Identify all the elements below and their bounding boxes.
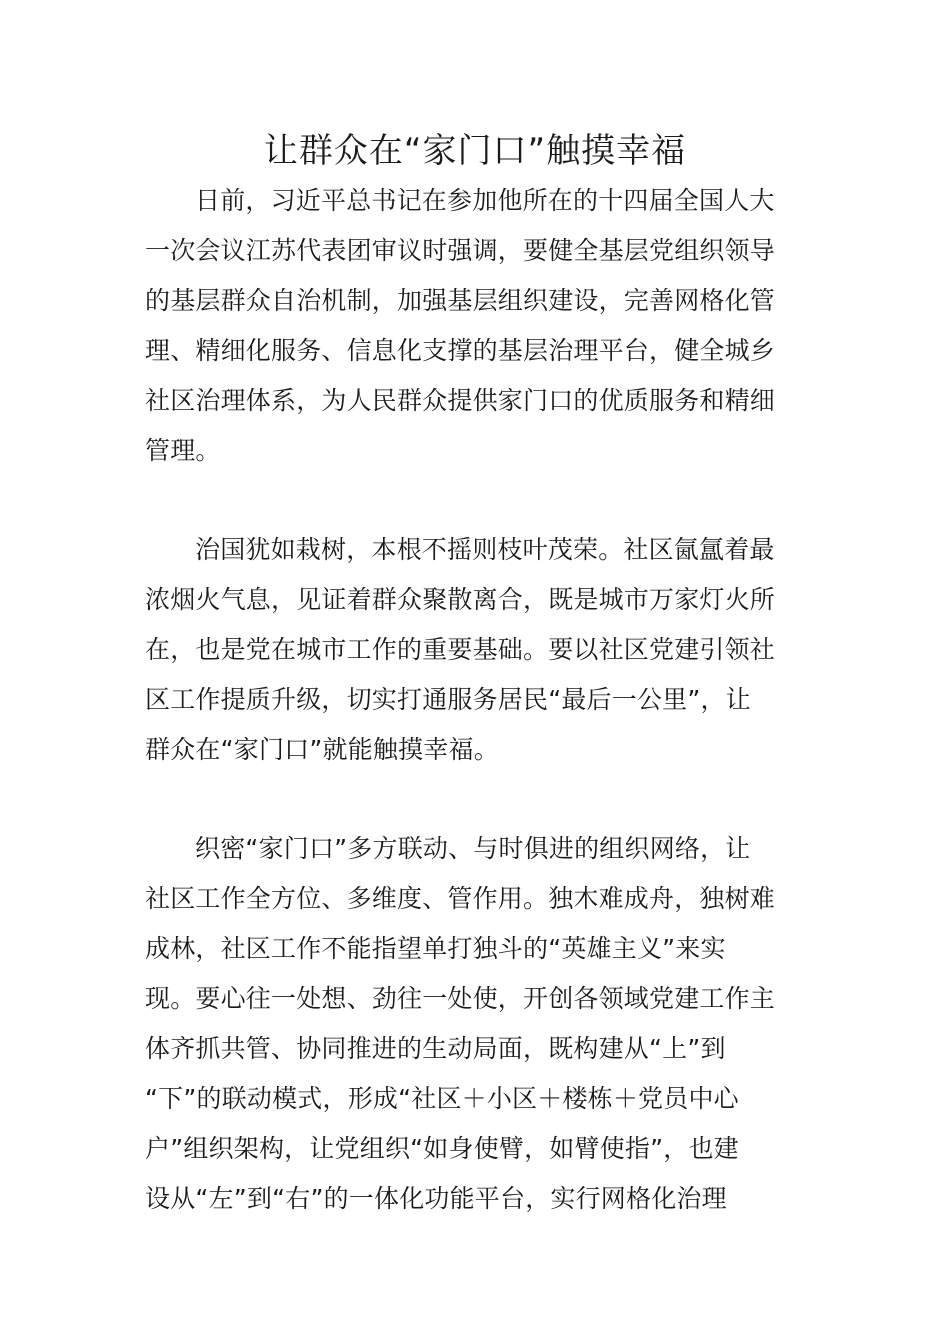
paragraph-2: [145, 525, 807, 775]
paragraph-3: [145, 824, 807, 1224]
paragraph-line: 在，也是党在城市工作的重要基础。要以社区党建引领社: [145, 635, 776, 664]
paragraph-line: 日前，习近平总书记在参加他所在的十四届全国人大: [195, 186, 775, 215]
paragraph-line: 体齐抓共管、协同推进的生动局面，既构建从“上”到: [145, 1034, 726, 1063]
paragraph-line: 现。要心往一处想、劲往一处使，开创各领域党建工作主: [145, 984, 776, 1013]
paragraph-line: 区工作提质升级，切实打通服务居民“最后一公里”，让: [145, 685, 751, 714]
paragraph-line: 理、精细化服务、信息化支撑的基层治理平台，健全城乡: [145, 336, 776, 365]
paragraph-line: 一次会议江苏代表团审议时强调，要健全基层党组织领导: [145, 236, 776, 265]
paragraph-line: 浓烟火气息，见证着群众聚散离合，既是城市万家灯火所: [145, 585, 776, 614]
paragraph-line: 织密“家门口”多方联动、与时俱进的组织网络，让: [195, 834, 751, 863]
paragraph-line: “下”的联动模式，形成“社区＋小区＋楼栋＋党员中心: [145, 1084, 739, 1113]
paragraph-line: 社区治理体系，为人民群众提供家门口的优质服务和精细: [145, 386, 776, 415]
paragraph-line: 管理。: [145, 436, 221, 465]
paragraph-line: 的基层群众自治机制，加强基层组织建设，完善网格化管: [145, 286, 776, 315]
paragraph-line: 社区工作全方位、多维度、管作用。独木难成舟，独树难: [145, 884, 776, 913]
paragraph-line: 治国犹如栽树，本根不摇则枝叶茂荣。社区氤氲着最: [195, 535, 775, 564]
paragraph-line: 成林，社区工作不能指望单打独斗的“英雄主义”来实: [145, 934, 726, 963]
document-title: 让群众在“家门口”触摸幸福: [263, 131, 687, 171]
paragraph-1: [145, 176, 807, 476]
paragraph-line: 群众在“家门口”就能触摸幸福。: [145, 735, 499, 764]
paragraph-line: 户”组织架构，让党组织“如身使臂，如臂使指”，也建: [145, 1134, 739, 1163]
paragraph-line: 设从“左”到“右”的一体化功能平台，实行网格化治理: [145, 1184, 727, 1213]
